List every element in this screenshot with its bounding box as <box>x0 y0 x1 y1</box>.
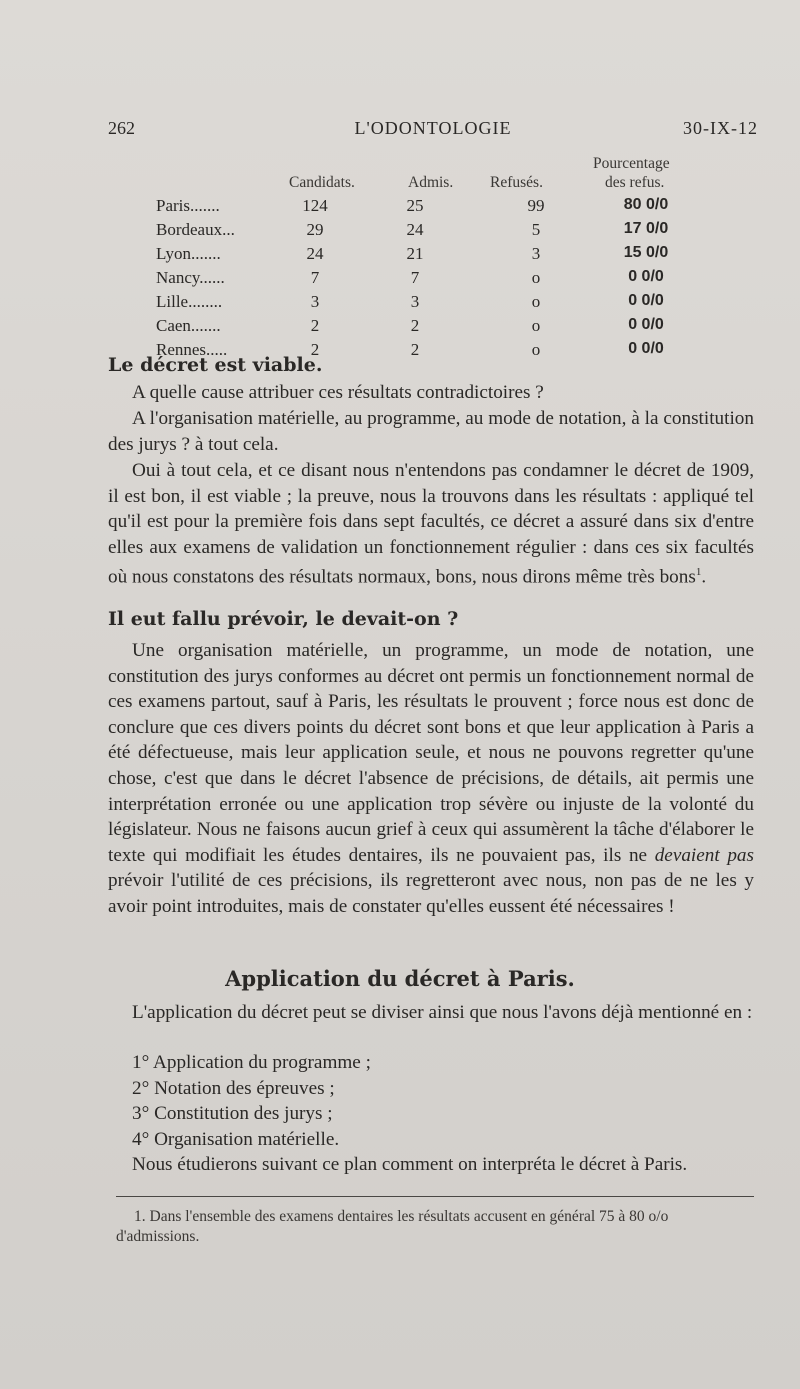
admis-cell: 3 <box>410 292 420 311</box>
table-row <box>0 220 800 246</box>
section-heading-viable: Le décret est viable. <box>108 354 323 376</box>
paragraph-une-organisation <box>108 638 754 920</box>
candidats-cell: 29 <box>306 220 324 239</box>
refuses-cell: o <box>531 268 541 287</box>
candidats-cell: 124 <box>302 196 328 215</box>
pourcentage-cell: 15 0/0 <box>623 244 669 261</box>
city-cell: Lyon....... <box>156 244 221 263</box>
paragraph-text: Une organisation matérielle, un programme, un mode de notation, une constitution des jurys conformes au décret ont permis un fonctionnement normal de ces examens partout, sauf à Paris, les résultats le prouvent ; force nous est donc de conclure que ces divers points du décret sont bons et que leur application à Paris a été défectueuse, mais leur application seule, et nous ne pouvons regretter qu'une chose, c'est que dans le décret l'absence de précisions, de détails, ait permis une interprétation erronée ou une application trop sévère ou injuste de la volonté du législateur. Nous ne faisons aucun grief à ceux qui assumèrent la tâche d'élaborer le texte qui modifiait les études dentaires, ils ne pouvaient pas, ils ne <box>108 640 754 866</box>
table-row <box>0 316 800 342</box>
journal-title: L'ODONTOLOGIE <box>354 118 512 138</box>
section-heading-prevoir: Il eut fallu prévoir, le devait-on ? <box>108 608 459 630</box>
admis-cell: 24 <box>406 220 424 239</box>
footnote: 1. Dans l'ensemble des examens dentaires les résultats accusent en général 75 à 80 o/o d'admissions. <box>116 1208 669 1245</box>
paragraph-oui-a-tout-cela <box>108 458 754 590</box>
header-admis: Admis. <box>408 174 454 191</box>
pourcentage-cell: 17 0/0 <box>623 220 669 237</box>
paragraph-question: A quelle cause attribuer ces résultats contradictoires ? <box>132 382 544 403</box>
pourcentage-cell: 0 0/0 <box>628 268 664 285</box>
candidats-cell: 2 <box>310 340 320 359</box>
candidats-cell: 2 <box>310 316 320 335</box>
table-row <box>0 244 800 270</box>
issue-date: 30-IX-12 <box>683 118 758 138</box>
refuses-cell: o <box>531 340 541 359</box>
refuses-cell: o <box>531 292 541 311</box>
emphasis-text: devaient pas <box>654 844 754 866</box>
city-cell: Rennes..... <box>156 340 228 359</box>
footnote-marker: 1 <box>695 566 702 579</box>
admis-cell: 7 <box>410 268 420 287</box>
admis-cell: 2 <box>410 316 420 335</box>
section-title-application: Application du décret à Paris. <box>225 966 575 991</box>
city-cell: Nancy...... <box>156 268 225 287</box>
refuses-cell: o <box>531 316 541 335</box>
paragraph-end: . <box>701 566 707 588</box>
list-item: 3° Constitution des jurys ; <box>132 1103 333 1125</box>
header-pourcentage-1: Pourcentage <box>593 155 670 172</box>
city-cell: Paris....... <box>156 196 220 215</box>
running-header <box>108 118 758 142</box>
pourcentage-cell: 0 0/0 <box>628 340 664 357</box>
plan-list <box>132 1050 732 1152</box>
footnote-divider <box>116 1196 754 1197</box>
candidats-cell: 7 <box>310 268 320 287</box>
header-refuses: Refusés. <box>490 174 543 191</box>
admis-cell: 25 <box>406 196 424 215</box>
table-row <box>0 196 800 222</box>
pourcentage-cell: 80 0/0 <box>623 196 669 213</box>
list-item: 4° Organisation matérielle. <box>132 1128 340 1150</box>
pourcentage-cell: 0 0/0 <box>628 316 664 333</box>
header-candidats: Candidats. <box>289 174 355 191</box>
paragraph-text: Oui à tout cela, et ce disant nous n'entendons pas condamner le décret de 1909, il est bon, il est viable ; la preuve, nous la trouvons dans les résultats : appliqué tel qu'il est pour la première fois dans sept facultés, ce décret a assuré dans six d'entre elles aux examens de validation un fonctionnement régulier : dans ces six facultés où nous constatons des résultats normaux, bons, nous dirons même très bons <box>108 460 754 588</box>
city-cell: Lille........ <box>156 292 223 311</box>
city-cell: Caen....... <box>156 316 221 335</box>
paragraph-application: L'application du décret peut se diviser ainsi que nous l'avons déjà mentionné en : <box>132 1002 753 1023</box>
candidats-cell: 24 <box>306 244 324 263</box>
list-item: 2° Notation des épreuves ; <box>132 1077 335 1099</box>
paragraph-organisation: A l'organisation matérielle, au programme, au mode de notation, à la constitution des jurys ? à tout cela. <box>108 408 754 455</box>
admis-cell: 21 <box>406 244 424 263</box>
refuses-cell: 99 <box>527 196 545 215</box>
list-item: 1° Application du programme ; <box>132 1052 371 1073</box>
header-pourcentage-2: des refus. <box>605 174 665 191</box>
refuses-cell: 3 <box>531 244 541 263</box>
paragraph-conclusion: Nous étudierons suivant ce plan comment on interpréta le décret à Paris. <box>132 1154 688 1175</box>
refuses-cell: 5 <box>531 220 541 239</box>
pourcentage-cell: 0 0/0 <box>628 292 664 309</box>
admis-cell: 2 <box>410 340 420 359</box>
city-cell: Bordeaux... <box>156 220 235 239</box>
table-row <box>0 292 800 318</box>
paragraph-text-end: prévoir l'utilité de ces précisions, ils regretteront avec nous, non pas de ne les y avoir point introduites, mais de constater qu'elles eussent été nécessaires ! <box>108 870 754 917</box>
candidats-cell: 3 <box>310 292 320 311</box>
page-number: 262 <box>108 118 135 138</box>
table-row <box>0 268 800 294</box>
